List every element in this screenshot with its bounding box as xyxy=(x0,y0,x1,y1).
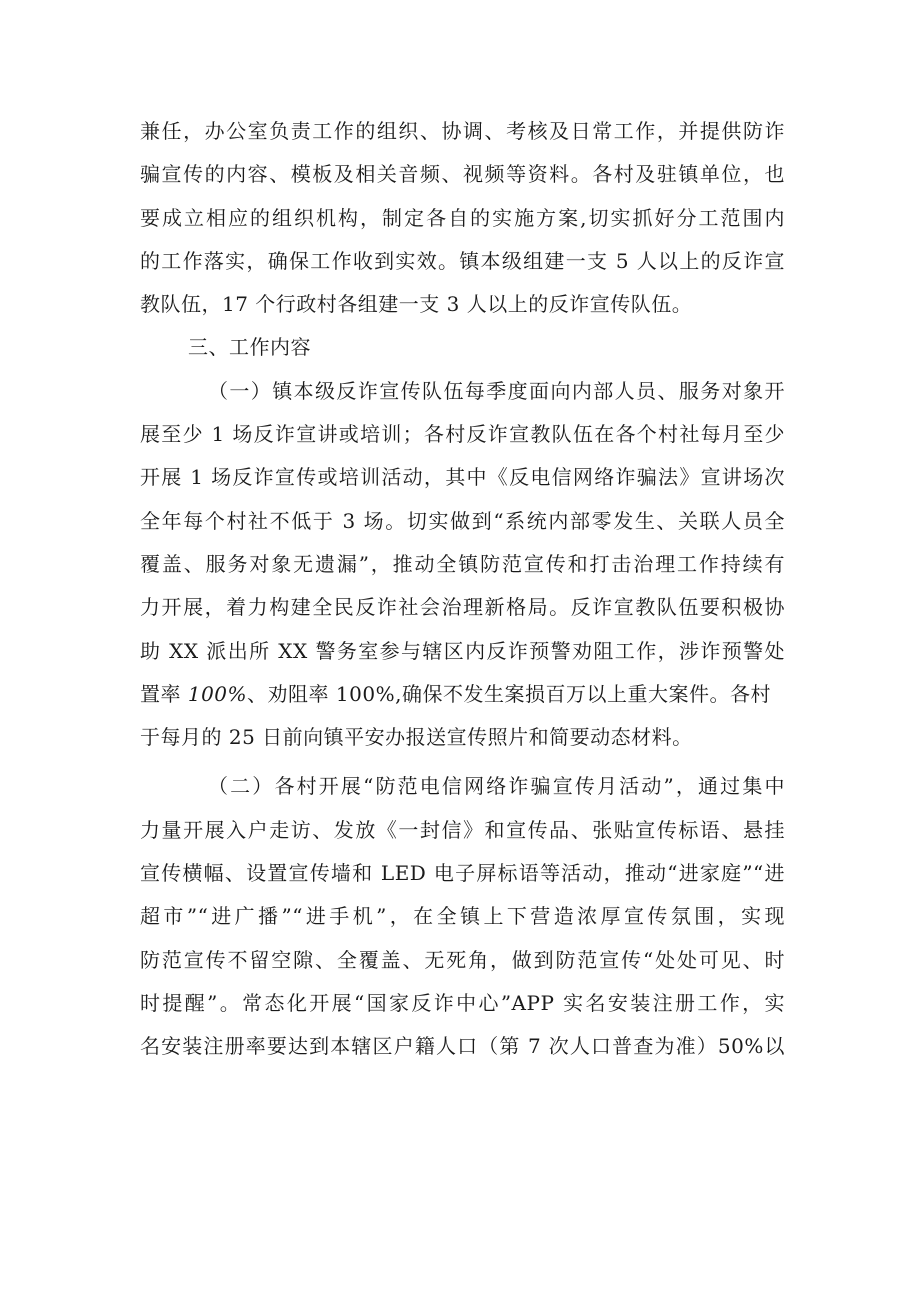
text-line: 防范宣传不留空隙、全覆盖、无死角，做到防范宣传“处处可见、时 xyxy=(140,947,785,972)
text-line: 宣传横幅、设置宣传墙和 LED 电子屏标语等活动，推动“进家庭”“进 xyxy=(140,861,785,886)
text-line: 全年每个村社不低于 3 场。切实做到“系统内部零发生、关联人员全 xyxy=(140,508,785,533)
rate-prefix: 置率 xyxy=(140,681,188,706)
text-line: 要成立相应的组织机构，制定各自的实施方案,切实抓好分工范围内 xyxy=(140,205,785,230)
paragraph-item-two xyxy=(140,765,785,1068)
text-line: 于每月的 25 日前向镇平安办报送宣传照片和简要动态材料。 xyxy=(140,725,693,750)
document-body xyxy=(140,110,785,1069)
text-line: 骗宣传的内容、模板及相关音频、视频等资料。各村及驻镇单位，也 xyxy=(140,162,785,187)
text-line: 时提醒”。常态化开展“国家反诈中心”APP 实名安装注册工作，实 xyxy=(140,990,785,1015)
text-line: 助 XX 派出所 XX 警务室参与辖区内反诈预警劝阻工作，涉诈预警处 xyxy=(140,638,785,663)
text-line: （一）镇本级反诈宣传队伍每季度面向内部人员、服务对象开 xyxy=(208,378,785,403)
section-heading: 三、工作内容 xyxy=(188,335,311,360)
text-line: 兼任，办公室负责工作的组织、协调、考核及日常工作，并提供防诈 xyxy=(140,119,785,143)
paragraph-continuation xyxy=(140,110,785,326)
text-line: 超市”“进广播”“进手机”，在全镇上下营造浓厚宣传氛围，实现 xyxy=(140,904,785,929)
text-line: 开展 1 场反诈宣传或培训活动，其中《反电信网络诈骗法》宣讲场次 xyxy=(140,465,785,490)
paragraph-item-one xyxy=(140,370,785,760)
text-line: 力开展，着力构建全民反诈社会治理新格局。反诈宣教队伍要积极协 xyxy=(140,595,785,620)
rate-italic-value: 100% xyxy=(187,681,248,706)
text-line-rate xyxy=(140,673,785,716)
text-line: 的工作落实，确保工作收到实效。镇本级组建一支 5 人以上的反诈宣 xyxy=(140,248,785,273)
text-line: 展至少 1 场反诈宣讲或培训；各村反诈宣教队伍在各个村社每月至少 xyxy=(140,422,785,447)
rate-suffix: 、劝阻率 100%,确保不发生案损百万以上重大案件。各村 xyxy=(247,681,771,706)
text-line: 教队伍，17 个行政村各组建一支 3 人以上的反诈宣传队伍。 xyxy=(140,292,693,317)
text-line: 名安装注册率要达到本辖区户籍人口（第 7 次人口普查为准）50%以 xyxy=(140,1034,785,1059)
text-line: （二）各村开展“防范电信网络诈骗宣传月活动”，通过集中 xyxy=(208,774,785,799)
text-line: 力量开展入户走访、发放《一封信》和宣传品、张贴宣传标语、悬挂 xyxy=(140,817,785,842)
text-line: 覆盖、服务对象无遗漏”，推动全镇防范宣传和打击治理工作持续有 xyxy=(140,551,785,576)
